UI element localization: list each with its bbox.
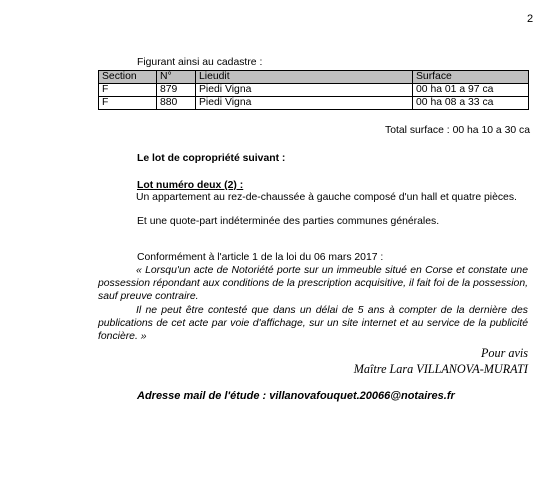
notary-signature: Maître Lara VILLANOVA-MURATI — [353, 362, 528, 376]
cell-surface: 00 ha 01 a 97 ca — [413, 84, 529, 97]
header-lieudit: Lieudit — [196, 71, 413, 84]
quote-paragraph-1: « Lorsqu'un acte de Notoriété porte sur un immeuble situé en Corse et constate une possession répondant aux conditions de la prescription acquisitive, il fait foi de la possession, sauf preuve contraire. — [98, 265, 528, 302]
header-section: Section — [99, 71, 157, 84]
cadastre-table — [98, 70, 529, 110]
lot-quotepart: Et une quote-part indéterminée des parties communes générales. — [137, 216, 440, 227]
quote-paragraph-2: Il ne peut être contesté que dans un délai de 5 ans à compter de la dernière des publications de cet acte par voie d'affichage, sur un site internet et au service de la publicité foncière. » — [98, 305, 528, 342]
cell-numero: 879 — [157, 84, 196, 97]
table-row — [99, 84, 529, 97]
cell-lieudit: Piedi Vigna — [196, 84, 413, 97]
table-header-row — [99, 71, 529, 84]
table-row — [99, 97, 529, 110]
law-reference: Conformément à l'article 1 de la loi du 06 mars 2017 : — [137, 252, 384, 263]
lot-title: Lot numéro deux (2) : — [137, 180, 244, 191]
pour-avis: Pour avis — [480, 346, 528, 360]
header-numero: N° — [157, 71, 196, 84]
cadastre-intro: Figurant ainsi au cadastre : — [137, 57, 263, 68]
header-surface: Surface — [413, 71, 529, 84]
cell-lieudit: Piedi Vigna — [196, 97, 413, 110]
office-email: Adresse mail de l'étude : villanovafouquet.20066@notaires.fr — [137, 390, 455, 402]
lot-description: Un appartement au rez-de-chaussée à gauche composé d'un hall et quatre pièces. — [136, 192, 517, 203]
cell-section: F — [99, 97, 157, 110]
lot-intro: Le lot de copropriété suivant : — [137, 153, 286, 164]
cell-surface: 00 ha 08 a 33 ca — [413, 97, 529, 110]
page-number: 2 — [527, 13, 534, 25]
cell-section: F — [99, 84, 157, 97]
cell-numero: 880 — [157, 97, 196, 110]
total-surface: Total surface : 00 ha 10 a 30 ca — [385, 125, 530, 136]
